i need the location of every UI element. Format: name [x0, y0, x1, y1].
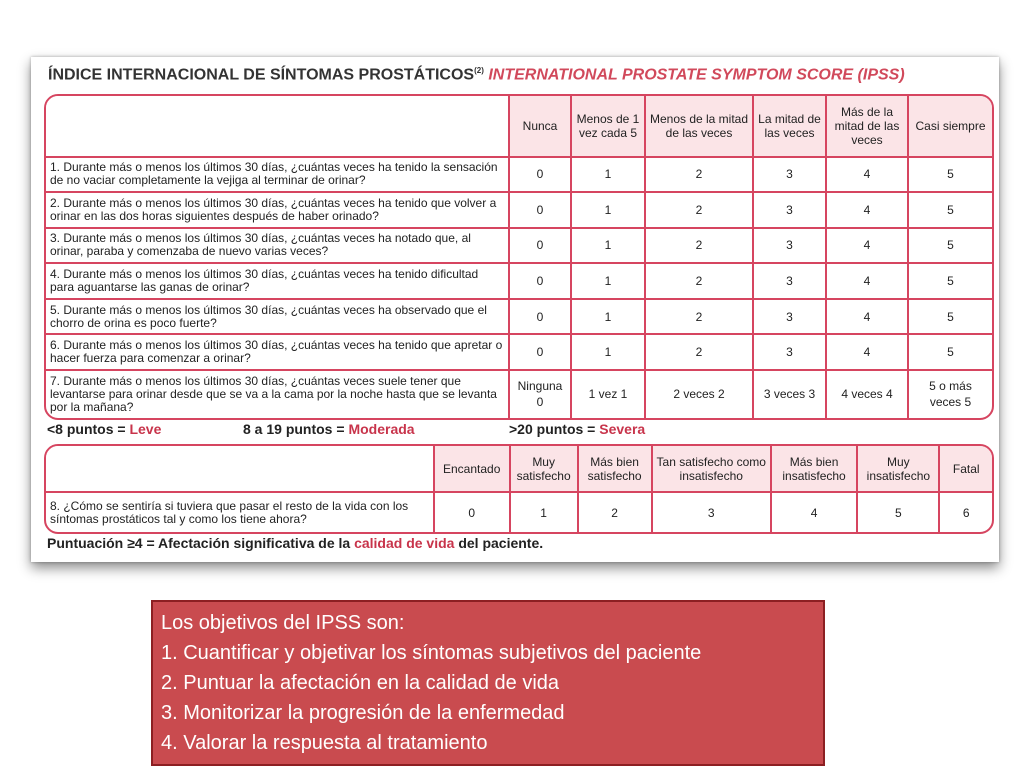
question-cell: 2. Durante más o menos los últimos 30 días, ¿cuántas veces ha tenido que volver a orinar en las dos horas siguientes después de haber orinado? [46, 192, 509, 228]
score-cell: 2 [578, 492, 652, 532]
header-cell: Más bien insatisfecho [771, 446, 857, 492]
score-cell: 5 [908, 192, 992, 228]
score-cell: 0 [434, 492, 510, 532]
severity-moderate-label: Moderada [348, 421, 415, 437]
severity-mild [47, 421, 161, 437]
score-cell: 4 [771, 492, 857, 532]
table-row [46, 192, 992, 228]
score-cell: 5 o más veces 5 [908, 370, 992, 418]
objective-item: 2. Puntuar la afectación en la calidad de vida [161, 672, 560, 694]
score-cell: 3 [753, 334, 826, 370]
title-es: ÍNDICE INTERNACIONAL DE SÍNTOMAS PROSTÁTICOS [48, 66, 475, 84]
score-cell: 1 vez 1 [571, 370, 645, 418]
objectives-box [151, 600, 825, 766]
score-cell: 5 [908, 263, 992, 299]
score-cell: 6 [939, 492, 992, 532]
objectives-heading: Los objetivos del IPSS son: [161, 612, 405, 634]
document-title [48, 66, 993, 84]
severity-moderate [243, 421, 415, 437]
score-cell: 1 [571, 157, 645, 193]
severity-mild-range: <8 puntos = [47, 421, 130, 437]
header-cell: Menos de la mitad de las veces [645, 96, 753, 157]
score-cell: 5 [908, 299, 992, 335]
quality-of-life-table [44, 444, 994, 534]
header-blank-cell [46, 96, 509, 157]
severity-severe [509, 421, 645, 437]
score-cell: 4 [826, 157, 908, 193]
header-cell: Tan satisfecho como insatisfecho [652, 446, 771, 492]
score-note-suffix: del paciente. [454, 535, 544, 551]
objective-item: 4. Valorar la respuesta al tratamiento [161, 732, 488, 754]
score-cell: 2 [645, 334, 753, 370]
score-cell: 1 [571, 334, 645, 370]
score-note-prefix: Puntuación ≥4 = Afectación significativa de la [47, 535, 355, 551]
header-cell: Más bien satisfecho [578, 446, 652, 492]
severity-severe-label: Severa [599, 421, 646, 437]
score-cell: 3 [753, 228, 826, 264]
score-note-highlight: calidad de vida [354, 535, 455, 551]
score-cell: Ninguna 0 [509, 370, 571, 418]
header-cell: Fatal [939, 446, 992, 492]
header-cell: Muy insatisfecho [857, 446, 939, 492]
table-row [46, 492, 992, 532]
score-cell: 4 [826, 299, 908, 335]
question-cell: 6. Durante más o menos los últimos 30 días, ¿cuántas veces ha tenido que apretar o hacer fuerza para comenzar a orinar? [46, 334, 509, 370]
score-cell: 0 [509, 299, 571, 335]
header-cell: Más de la mitad de las veces [826, 96, 908, 157]
question-cell: 8. ¿Cómo se sentiría si tuviera que pasar el resto de la vida con los síntomas prostáticos tal y como los tiene ahora? [46, 492, 434, 532]
table-row [46, 370, 992, 418]
table-header-row [46, 446, 992, 492]
score-cell: 0 [509, 228, 571, 264]
question-cell: 1. Durante más o menos los últimos 30 días, ¿cuántas veces ha tenido la sensación de no vaciar completamente la vejiga al terminar de orinar? [46, 157, 509, 193]
score-cell: 1 [571, 263, 645, 299]
header-blank-cell [46, 446, 434, 492]
header-cell: Nunca [509, 96, 571, 157]
severity-mild-label: Leve [129, 421, 162, 437]
score-cell: 4 [826, 334, 908, 370]
title-sup: (2) [474, 66, 484, 75]
score-cell: 1 [571, 299, 645, 335]
header-cell: Menos de 1 vez cada 5 [571, 96, 645, 157]
score-cell: 1 [510, 492, 578, 532]
score-cell: 0 [509, 334, 571, 370]
table-row [46, 228, 992, 264]
symptom-table [44, 94, 994, 420]
score-cell: 5 [908, 157, 992, 193]
ipss-document [31, 57, 999, 562]
score-cell: 0 [509, 157, 571, 193]
score-cell: 2 veces 2 [645, 370, 753, 418]
score-cell: 1 [571, 192, 645, 228]
score-cell: 2 [645, 299, 753, 335]
score-cell: 2 [645, 157, 753, 193]
score-cell: 3 veces 3 [753, 370, 826, 418]
score-cell: 1 [571, 228, 645, 264]
score-cell: 4 veces 4 [826, 370, 908, 418]
question-cell: 5. Durante más o menos los últimos 30 días, ¿cuántas veces ha observado que el chorro de orina es poco fuerte? [46, 299, 509, 335]
score-cell: 2 [645, 192, 753, 228]
question-cell: 7. Durante más o menos los últimos 30 días, ¿cuántas veces suele tener que levantarse para orinar desde que se va a la cama por la noche hasta que se levanta por la mañana? [46, 370, 509, 418]
header-cell: Muy satisfecho [510, 446, 578, 492]
score-cell: 5 [908, 334, 992, 370]
table-header-row [46, 96, 992, 157]
score-cell: 3 [753, 299, 826, 335]
severity-severe-range: >20 puntos = [509, 421, 600, 437]
header-cell: Casi siempre [908, 96, 992, 157]
header-cell: La mitad de las veces [753, 96, 826, 157]
score-cell: 0 [509, 263, 571, 299]
score-cell: 3 [753, 157, 826, 193]
table-row [46, 157, 992, 193]
table-row [46, 263, 992, 299]
table-row [46, 299, 992, 335]
score-cell: 3 [652, 492, 771, 532]
question-cell: 3. Durante más o menos los últimos 30 días, ¿cuántas veces ha notado que, al orinar, paraba y comenzaba de nuevo varias veces? [46, 228, 509, 264]
score-cell: 4 [826, 228, 908, 264]
severity-legend [47, 419, 987, 439]
score-note [47, 535, 543, 551]
header-cell: Encantado [434, 446, 510, 492]
objective-item: 3. Monitorizar la progresión de la enfermedad [161, 702, 565, 724]
score-cell: 2 [645, 263, 753, 299]
score-cell: 4 [826, 192, 908, 228]
score-cell: 5 [908, 228, 992, 264]
severity-moderate-range: 8 a 19 puntos = [243, 421, 349, 437]
score-cell: 2 [645, 228, 753, 264]
objective-item: 1. Cuantificar y objetivar los síntomas subjetivos del paciente [161, 642, 702, 664]
score-cell: 3 [753, 192, 826, 228]
title-en: INTERNATIONAL PROSTATE SYMPTOM SCORE (IPSS) [483, 66, 905, 84]
question-cell: 4. Durante más o menos los últimos 30 días, ¿cuántas veces ha tenido dificultad para aguantarse las ganas de orinar? [46, 263, 509, 299]
table-row [46, 334, 992, 370]
score-cell: 3 [753, 263, 826, 299]
score-cell: 4 [826, 263, 908, 299]
score-cell: 0 [509, 192, 571, 228]
score-cell: 5 [857, 492, 939, 532]
